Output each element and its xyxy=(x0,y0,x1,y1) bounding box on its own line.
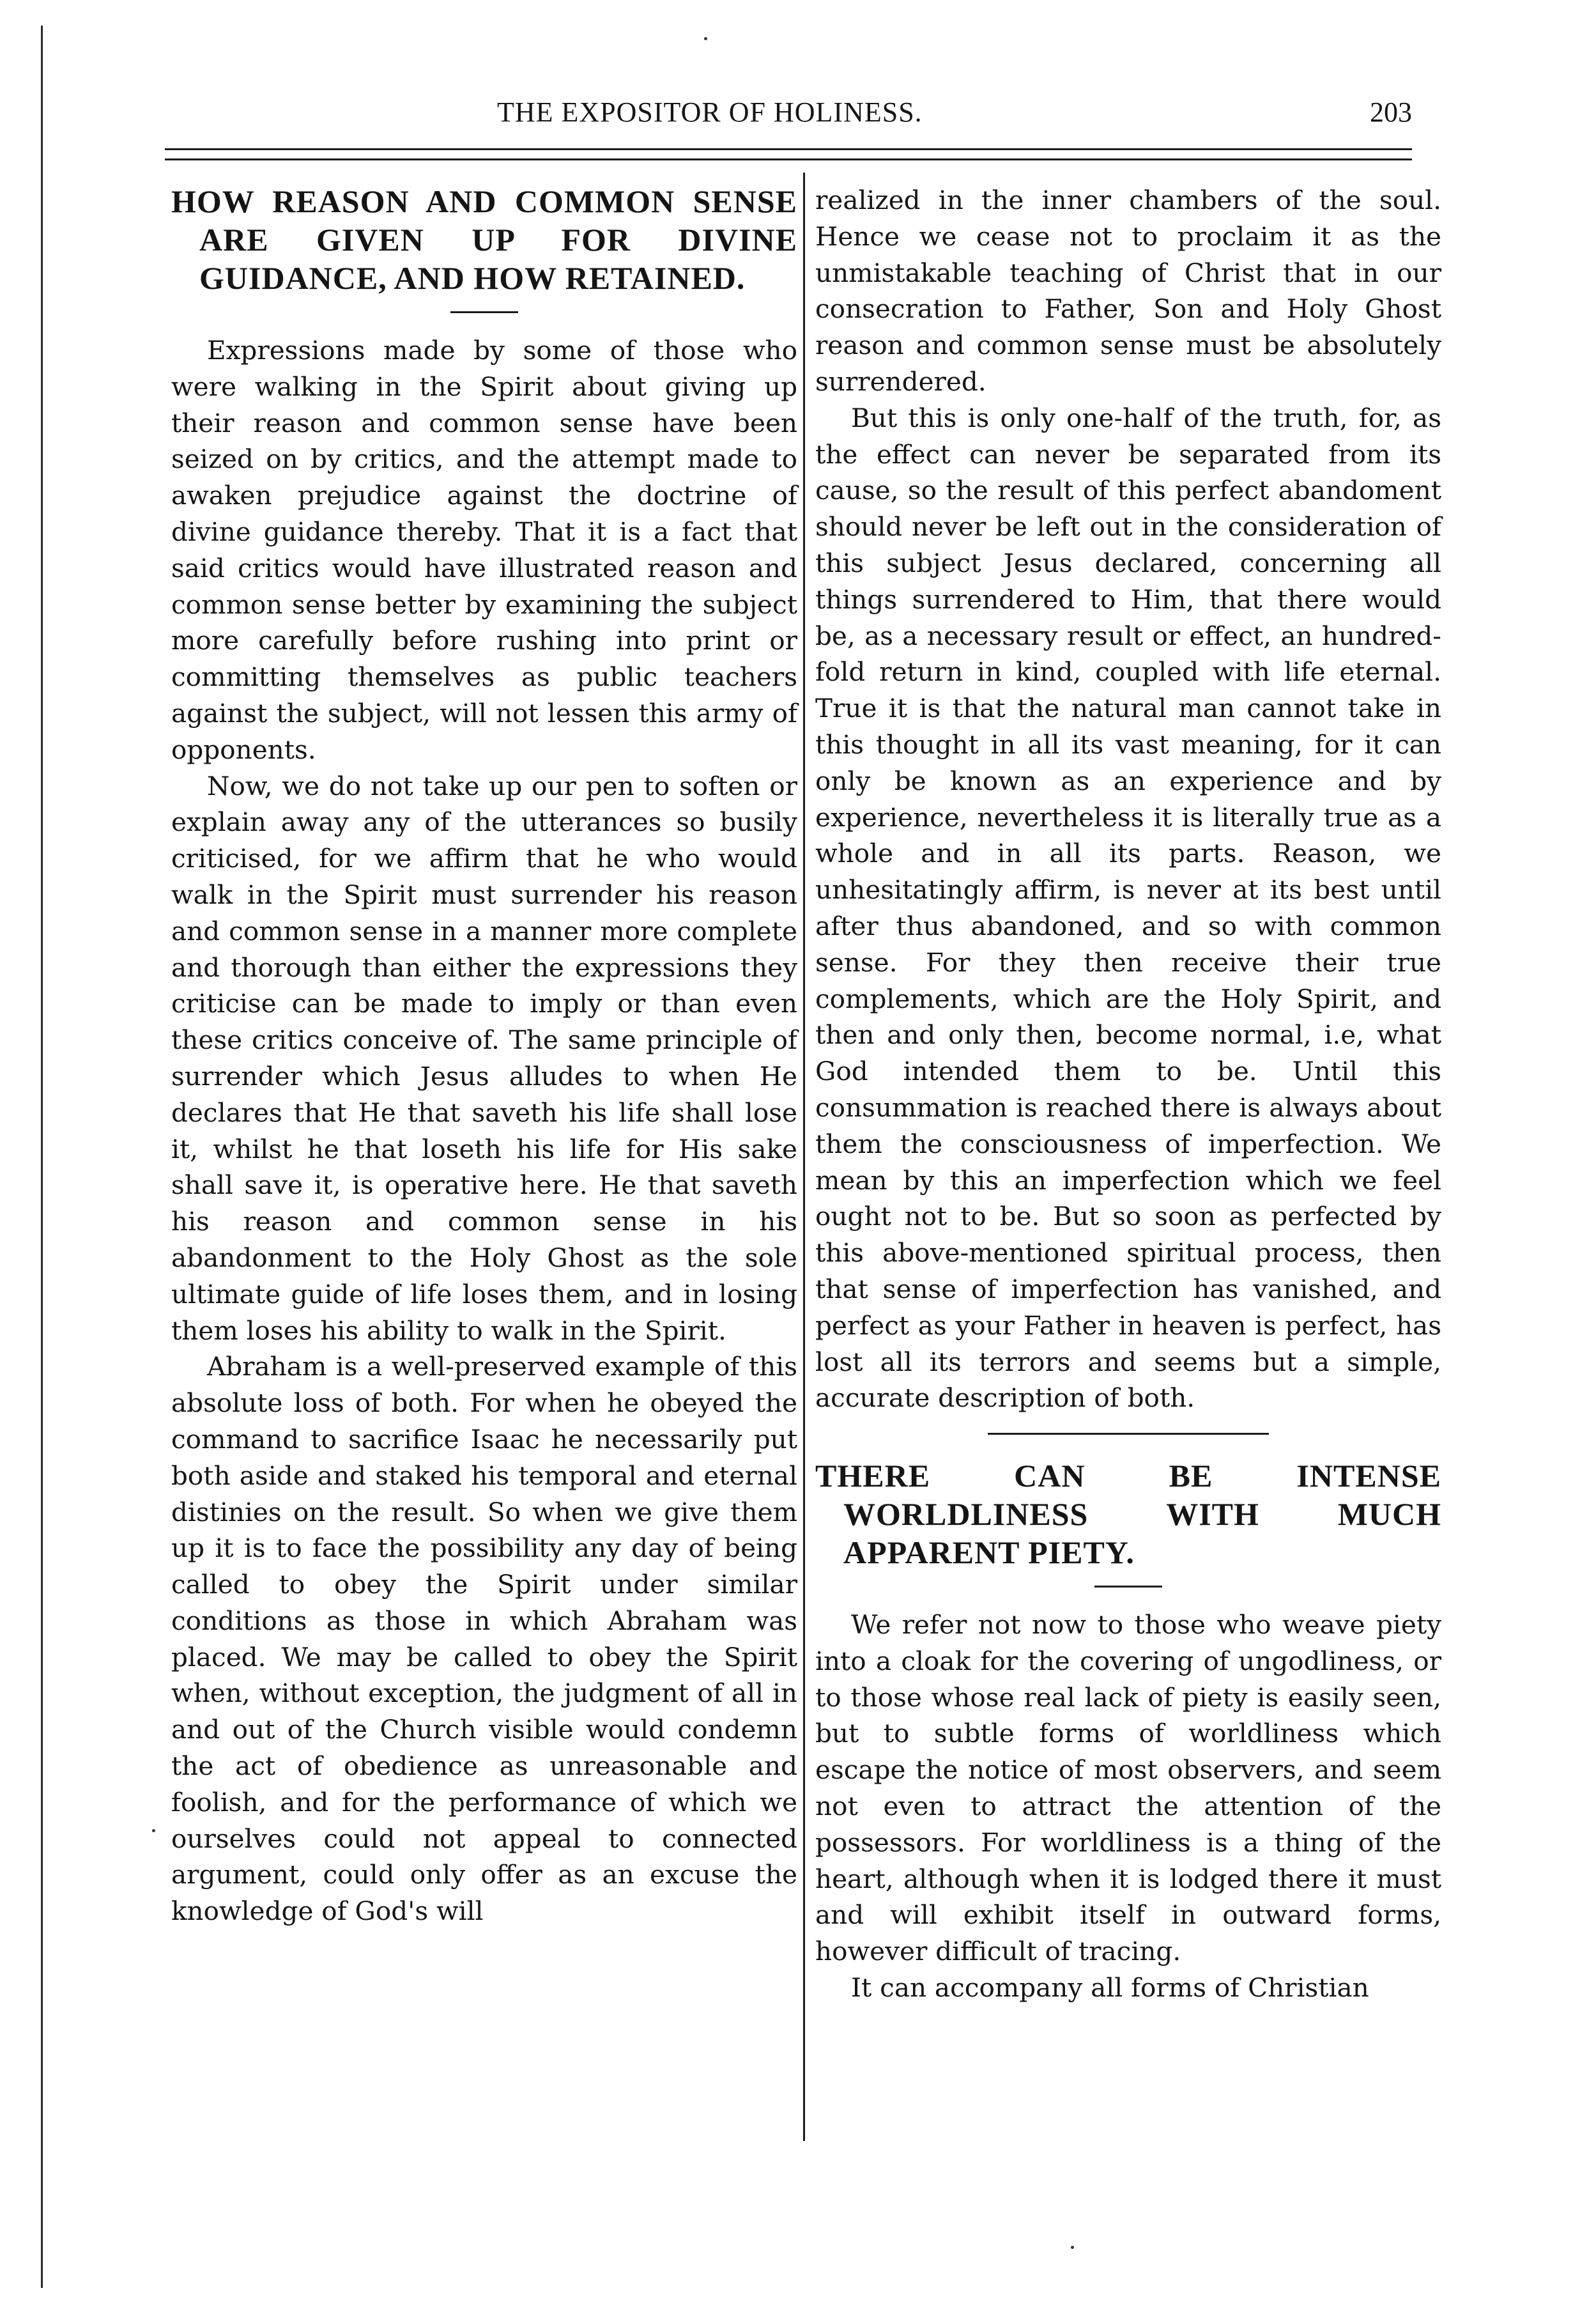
header-rule-bottom xyxy=(165,158,1412,160)
article1-paragraph: Expressions made by some of those who were walking in the Spirit about giving up their reason and common sense have been seized on by critics, and the attempt made to awaken prejudice against the doctrine of divine guidance thereby. That it is a fact that said critics would have illustrated reason and common sense better by examining the subject more carefully before rushing into print or committing themselves as public teachers against the subject, will not lessen this army of opponents. xyxy=(171,335,797,765)
right-column xyxy=(815,182,1441,2006)
print-speck xyxy=(704,37,707,40)
column-divider xyxy=(803,173,805,2141)
header-rule-top xyxy=(165,148,1412,150)
article1-title: HOW REASON AND COMMON SENSE ARE GIVEN UP FOR DIVINE GUIDANCE, AND HOW RETAINED. xyxy=(171,183,797,296)
running-title: THE EXPOSITOR OF HOLINESS. xyxy=(497,97,923,128)
article2-paragraph: It can accompany all forms of Christian xyxy=(851,1972,1369,2004)
title-separator xyxy=(450,311,518,313)
article1-continued-paragraph: But this is only one-half of the truth, for, as the effect can never be separated from its cause, so the result of this perfect abandoment should never be left out in the consideration of this subject Jesus declared, concerning all things surrendered to Him, that there would be, as a necessary result or effect, an hundred-fold return in kind, coupled with life eternal. True it is that the natural man cannot take in this thought in all its vast meaning, for it can only be known as an experience and by experience, nevertheless it is literally true as a whole and in all its parts. Reason, we unhesitatingly affirm, is never at its best until after thus abandoned, and so with common sense. For they then receive their true complements, which are the Holy Spirit, and then and only then, become normal, i.e, what God intended them to be. Until this consummation is reached there is always about them the consciousness of imperfection. We mean by this an imperfection which we feel ought not to be. But so soon as perfected by this above-mentioned spiritual process, then that sense of imperfection has vanished, and perfect as your Father in heaven is perfect, has lost all its terrors and seems but a simple, accurate description of both. xyxy=(815,402,1441,1414)
article-separator xyxy=(988,1433,1269,1435)
binding-edge xyxy=(41,26,43,2288)
article2-paragraph: We refer not now to those who weave piety into a cloak for the covering of ungodliness, or to those whose real lack of piety is easily seen, but to subtle forms of worldliness which escape the notice of most observers, and seem not even to attract the attention of the possessors. For worldliness is a thing of the heart, although when it is lodged there it must and will exhibit itself in outward forms, however difficult of tracing. xyxy=(815,1609,1441,1967)
page-header xyxy=(165,96,1412,141)
article1-paragraph: Now, we do not take up our pen to soften or explain away any of the utterances so busily criticised, for we affirm that he who would walk in the Spirit must surrender his reason and common sense in a manner more complete and thorough than either the expressions they criticise can be made to imply or than even these critics conceive of. The same principle of surrender which Jesus alludes to when He declares that He that saveth his life shall lose it, whilst he that loseth his life for His sake shall save it, is operative here. He that saveth his reason and common sense in his abandonment to the Holy Ghost as the sole ultimate guide of life loses them, and in losing them loses his ability to walk in the Spirit. xyxy=(171,770,797,1346)
left-column xyxy=(171,182,797,1929)
print-speck xyxy=(1071,2246,1074,2249)
print-speck xyxy=(152,1829,155,1832)
title-separator xyxy=(1094,1586,1162,1587)
article2-title: THERE CAN BE INTENSE WORLDLINESS WITH MUCH APPARENT PIETY. xyxy=(815,1458,1441,1571)
article1-continued-paragraph: realized in the inner chambers of the soul. Hence we cease not to proclaim it as the unmistakable teaching of Christ that in our consecration to Father, Son and Holy Ghost reason and common sense must be absolutely surrendered. xyxy=(815,185,1441,397)
page-number: 203 xyxy=(1370,97,1412,128)
article1-paragraph: Abraham is a well-preserved example of this absolute loss of both. For when he obeyed the command to sacrifice Isaac he necessarily put both aside and staked his temporal and eternal distinies on the result. So when we give them up it is to face the possibility any day of being called to obey the Spirit under similar conditions as those in which Abraham was placed. We may be called to obey the Spirit when, without exception, the judgment of all in and out of the Church visible would condemn the act of obedience as unreasonable and foolish, and for the performance of which we ourselves could not appeal to connected argument, could only offer as an excuse the knowledge of God's will xyxy=(171,1351,797,1927)
